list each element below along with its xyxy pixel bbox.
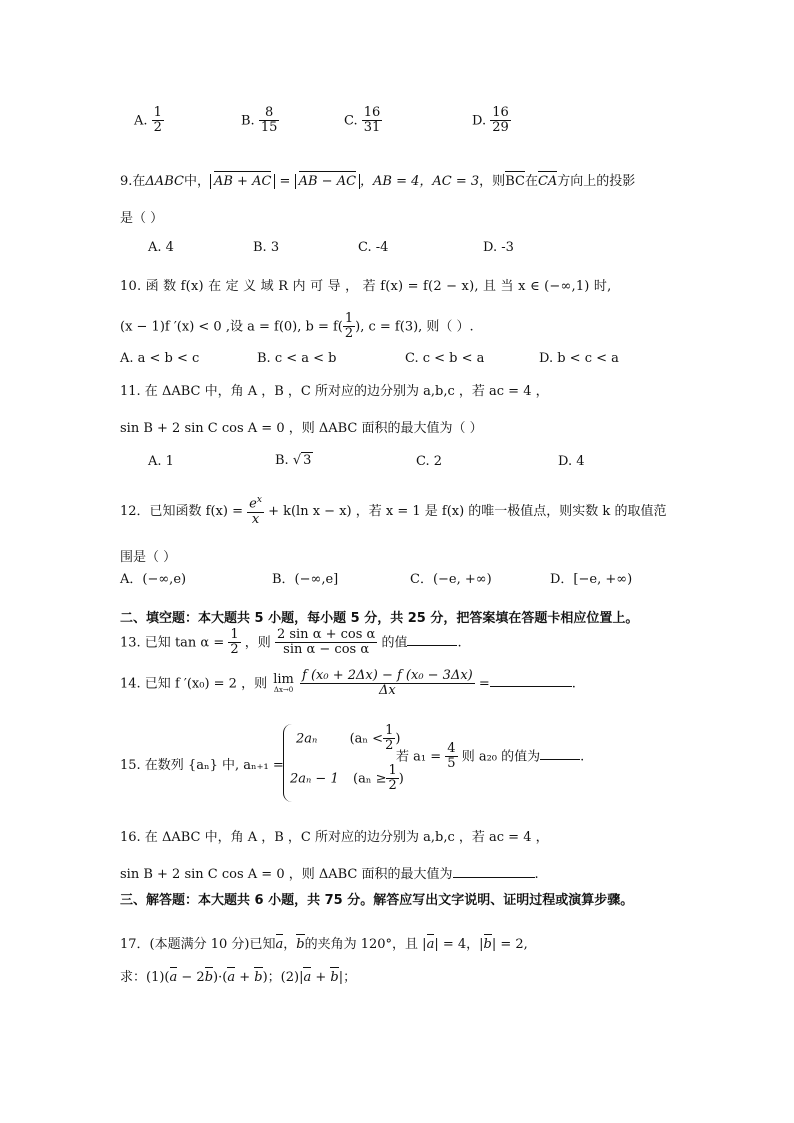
q9-option-a: A. 4 [148, 240, 174, 255]
answer-blank[interactable] [453, 877, 535, 878]
q15-case1: 2aₙ (aₙ < $\frac{1}{2}$ ) [296, 723, 401, 754]
fraction: $\frac{16}{31}$ [363, 105, 381, 136]
q10-option-c: C. c < b < a [405, 351, 485, 366]
q15-pre: 15. 在数列 {aₙ} 中, aₙ₊₁ = [120, 758, 284, 773]
q14: 14. 已知 f ′(x₀) = 2 ，则 lim Δx→0 $\frac{\text{f (x₀ + 2Δx) − f (x₀ − 3Δx)}}{\Delta x}$ = . [120, 668, 576, 699]
fraction: $\frac{1}{2}$ [230, 627, 239, 658]
q9-stem-cont: 是（ ） [120, 211, 164, 226]
abs-sum: AB + AC [210, 174, 275, 189]
abs-diff: AB − AC [295, 174, 360, 189]
q12-option-b: B．(−∞,e] [272, 572, 339, 587]
fraction: $\frac{1}{2}$ [153, 105, 162, 136]
q11-option-a: A. 1 [148, 454, 174, 469]
q9-option-d: D. -3 [483, 240, 514, 255]
q9-option-b: B. 3 [253, 240, 280, 255]
q8-option-c: C. $\frac{16}{31}$ [344, 105, 381, 136]
q11-option-c: C. 2 [416, 454, 443, 469]
fraction: $\frac{\text{2 sin α + cos α}}{\text{sin α − cos α}}$ [276, 627, 376, 658]
answer-blank[interactable] [490, 686, 572, 687]
q15-post: 若 a₁ = $\frac{4}{5}$ 则 a₂₀ 的值为 . [396, 741, 585, 772]
fraction: $\frac{8}{15}$ [260, 105, 278, 136]
q12-line2: 围是（ ） [120, 550, 177, 565]
q17-line2: 求：(1)(a − 2b)·(a + b)；(2)|a + b|； [120, 970, 357, 985]
section-heading-solutions: 三、解答题：本大题共 6 小题，共 75 分。解答应写出文字说明、证明过程或演算步骤。 [120, 893, 634, 908]
q8-option-a: A. $\frac{1}{2}$ [134, 105, 162, 136]
q12-option-c: C．(−e, +∞) [410, 572, 492, 587]
q10-option-b: B. c < a < b [257, 351, 337, 366]
q15-case2: 2aₙ − 1 (aₙ ≥ $\frac{1}{2}$ ) [290, 763, 404, 794]
q10-option-a: A. a < b < c [120, 351, 200, 366]
fraction: $\frac{e^x}{x}$ [249, 495, 262, 527]
q11-line2: sin B + 2 sin C cos A = 0 ，则 ΔABC 面积的最大值为（ ） [120, 421, 483, 436]
fraction: $\frac{16}{29}$ [492, 105, 509, 136]
fraction: $\frac{\text{f (x₀ + 2Δx) − f (x₀ − 3Δx)}}{\Delta x}$ [302, 668, 473, 699]
q11-option-d: D. 4 [558, 454, 585, 469]
q8-option-b: B. $\frac{8}{15}$ [241, 105, 278, 136]
answer-blank[interactable] [407, 645, 457, 646]
q12-option-a: A．(−∞,e) [120, 572, 187, 587]
fraction: $\frac{1}{2}$ [344, 311, 354, 342]
q13: 13. 已知 tan α = $\frac{1}{2}$ ，则 $\frac{\text{2 sin α + cos α}}{\text{sin α − cos α}}$ 的值 . [120, 627, 462, 658]
fraction: $\frac{1}{2}$ [388, 763, 397, 794]
q12-line1: 12．已知函数 f(x) = $\frac{e^x}{x}$ + k(ln x − x) ，若 x = 1 是 f(x) 的唯一极值点，则实数 k 的取值范 [120, 495, 667, 527]
q16-line2: sin B + 2 sin C cos A = 0 ，则 ΔABC 面积的最大值为 . [120, 867, 539, 882]
q10-line1: 10. 函 数 f(x) 在 定 义 域 R 内 可 导 ， 若 f(x) = f(2 − x), 且 当 x ∈ (−∞,1) 时, [120, 279, 612, 294]
q8-option-d: D. $\frac{16}{29}$ [472, 105, 509, 136]
fraction: $\frac{4}{5}$ [447, 741, 456, 772]
fraction: $\frac{1}{2}$ [385, 723, 394, 754]
limit: lim Δx→0 [273, 671, 294, 695]
q12-option-d: D．[−e, +∞) [550, 572, 633, 587]
q10-option-d: D. b < c < a [539, 351, 619, 366]
section-heading-fill-in: 二、填空题：本大题共 5 小题，每小题 5 分，共 25 分，把答案填在答题卡相应位置上。 [120, 611, 639, 626]
answer-blank[interactable] [540, 759, 580, 760]
q17-line1: 17．(本题满分 10 分)已知a，b的夹角为 120°，且 |a| = 4，|b| = 2, [120, 937, 528, 952]
q10-line2: (x − 1)f ′(x) < 0 ,设 a = f(0), b = f( $\frac{1}{2}$ ), c = f(3), 则（ ）. [120, 311, 474, 342]
sqrt-icon: √ [292, 453, 302, 468]
q11-option-b: B. √ 3 [275, 453, 312, 468]
q9-stem: 9.在ΔABC中， AB + AC = AB − AC ，AB = 4，AC = 3，则BC在CA方向上的投影 [120, 174, 636, 189]
q9-option-c: C. -4 [358, 240, 389, 255]
q11-line1: 11. 在 ΔABC 中，角 A ，B ，C 所对应的边分别为 a,b,c ，若 ac = 4 ， [120, 384, 549, 399]
q16-line1: 16. 在 ΔABC 中，角 A ，B ，C 所对应的边分别为 a,b,c ，若 ac = 4 ， [120, 830, 549, 845]
